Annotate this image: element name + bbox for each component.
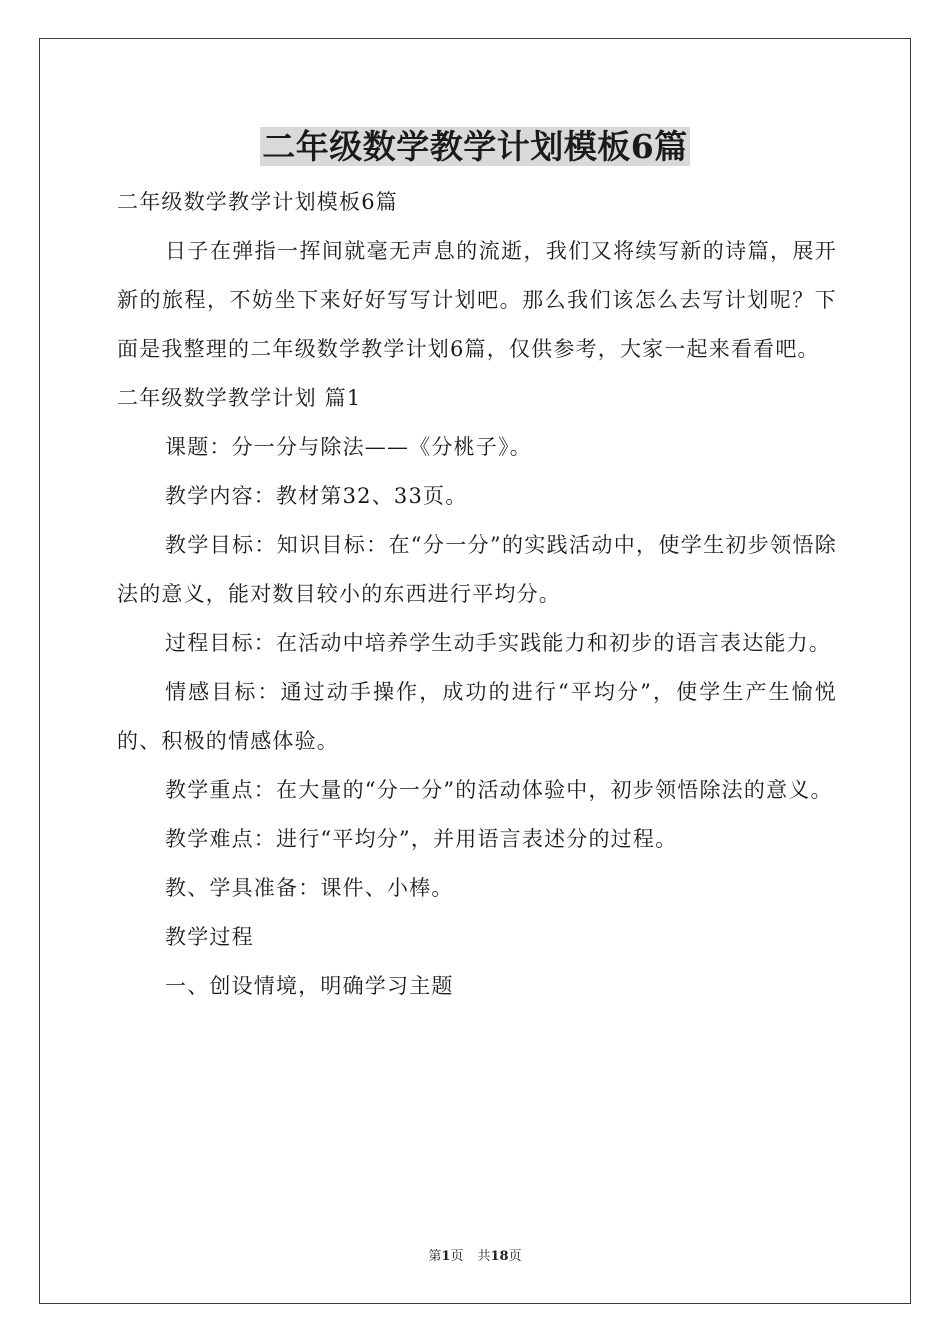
lesson-goals: 教学目标：知识目标：在“分一分”的实践活动中，使学生初步领悟除法的意义，能对数目较小的东西进行平均分。 <box>117 533 837 606</box>
emotion-goals: 情感目标：通过动手操作，成功的进行“平均分”，使学生产生愉悦的、积极的情感体验。 <box>117 680 837 753</box>
section-heading: 二年级数学教学计划 篇1 <box>117 386 362 410</box>
subtitle-line: 二年级数学教学计划模板6篇 <box>117 190 398 214</box>
difficult-points: 教学难点：进行“平均分”，并用语言表述分的过程。 <box>165 827 678 851</box>
teaching-process: 教学过程 <box>165 925 254 949</box>
key-points: 教学重点：在大量的“分一分”的活动体验中，初步领悟除法的意义。 <box>165 778 833 802</box>
document-body <box>117 178 837 1011</box>
lesson-topic: 课题：分一分与除法——《分桃子》。 <box>165 435 532 459</box>
process-goals: 过程目标：在活动中培养学生动手实践能力和初步的语言表达能力。 <box>165 631 831 655</box>
materials: 教、学具准备：课件、小棒。 <box>165 876 454 900</box>
total-prefix: 共 <box>477 1249 491 1264</box>
document-title-text: 二年级数学教学计划模板6篇 <box>262 127 688 166</box>
step-one: 一、创设情境，明确学习主题 <box>165 974 454 998</box>
total-suffix: 页 <box>508 1249 522 1264</box>
page-total: 18 <box>490 1249 509 1264</box>
page-footer <box>0 1248 950 1266</box>
intro-paragraph: 日子在弹指一挥间就毫无声息的流逝，我们又将续写新的诗篇，展开新的旅程，不妨坐下来好好写写计划吧。那么我们该怎么去写计划呢？下面是我整理的二年级数学教学计划6篇，仅供参考，大家一起来看看吧。 <box>117 239 837 361</box>
lesson-content: 教学内容：教材第32、33页。 <box>165 484 468 508</box>
page-prefix: 第 <box>428 1249 442 1264</box>
page-current: 1 <box>441 1249 451 1264</box>
page-suffix: 页 <box>450 1249 464 1264</box>
document-title <box>0 124 950 170</box>
